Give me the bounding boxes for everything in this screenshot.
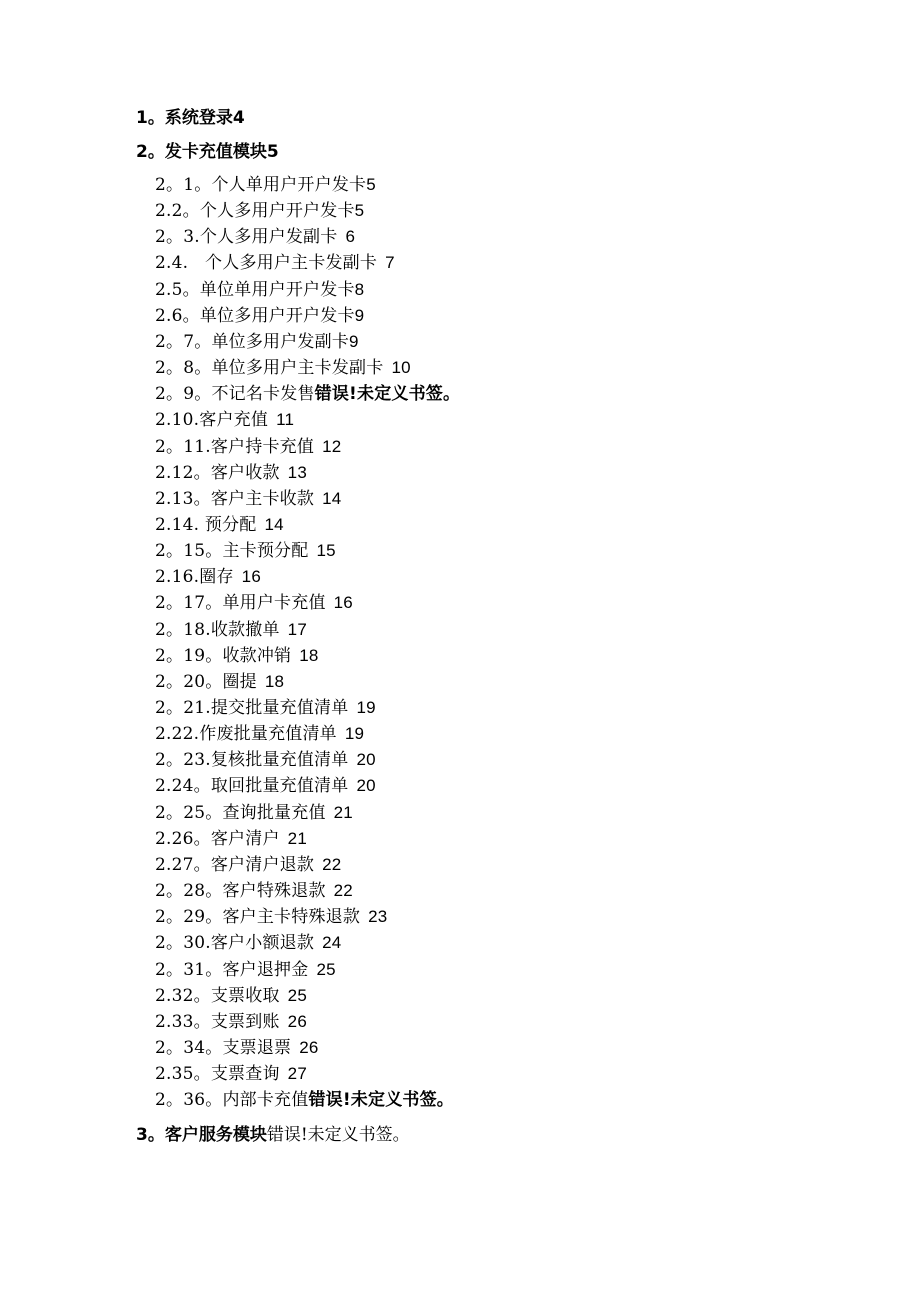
toc-entry[interactable] (155, 619, 307, 641)
toc-entry-number: 2。19。 (155, 645, 223, 666)
toc-entry-title: 单位单用户开户发卡 (199, 279, 355, 300)
toc-entry-title: 支票查询 (210, 1064, 280, 1085)
toc-entry-title: 客户充值 (199, 410, 269, 431)
toc-entry-number: 2。15。 (155, 541, 223, 562)
toc-entry[interactable] (155, 1089, 454, 1111)
toc-entry-page: 21 (333, 802, 353, 822)
toc-entry-title: 个人单用户开户发卡 (211, 175, 367, 195)
toc-entry-page: 15 (316, 541, 336, 561)
toc-entry-page: 5 (354, 201, 365, 221)
toc-entry-page: 17 (287, 619, 307, 639)
toc-entry-page: 21 (287, 828, 307, 848)
toc-entry[interactable] (155, 828, 307, 850)
toc-entry[interactable] (155, 488, 341, 510)
toc-entry-number: 2.14. (155, 515, 200, 535)
toc-entry-title: 支票收取 (210, 985, 280, 1006)
toc-entry-number: 2.27。 (155, 854, 211, 875)
toc-entry[interactable] (155, 174, 376, 196)
toc-entry-number: 2。21. (155, 698, 211, 718)
toc-entry-title: 预分配 (199, 515, 257, 535)
toc-entry-number: 2.4. (155, 253, 189, 274)
toc-entry-title: 单位多用户开户发卡 (199, 305, 355, 326)
toc-entry-error: 错误!未定义书签。 (314, 384, 461, 405)
toc-entry-title: 作废批量充值清单 (199, 724, 337, 745)
toc-heading-2-text: 2。发卡充值模块5 (136, 142, 279, 162)
toc-entry-title: 客户清户 (210, 828, 280, 849)
toc-entry-page: 14 (264, 515, 284, 534)
toc-entry-page: 26 (299, 1037, 319, 1057)
toc-entry-page: 9 (354, 305, 365, 325)
toc-entry[interactable] (155, 932, 341, 954)
toc-entry-page: 23 (368, 907, 388, 927)
toc-entry[interactable] (155, 540, 336, 562)
toc-entry-number: 2.16. (155, 567, 200, 588)
toc-entry-title: 客户持卡充值 (210, 436, 315, 457)
toc-entry-title: 客户主卡收款 (210, 488, 315, 509)
toc-entry-number: 2。3. (155, 227, 200, 248)
toc-heading-3 (136, 1124, 410, 1146)
toc-entry-page: 20 (356, 776, 376, 796)
toc-entry-page: 9 (349, 331, 359, 351)
toc-entry-page: 18 (264, 671, 285, 691)
toc-entry-number: 2。30. (155, 933, 211, 954)
toc-entry[interactable] (155, 226, 355, 248)
toc-entry[interactable] (155, 200, 364, 222)
toc-entry[interactable] (155, 749, 376, 771)
toc-entry[interactable] (155, 645, 319, 667)
toc-entry-title: 客户特殊退款 (222, 881, 326, 901)
toc-entry-page: 6 (345, 227, 356, 247)
toc-entry-title: 查询批量充值 (222, 802, 326, 823)
toc-entry-title: 单位多用户发副卡 (211, 331, 350, 352)
toc-entry[interactable] (155, 1063, 307, 1085)
toc-entry[interactable] (155, 331, 359, 353)
toc-entry[interactable] (155, 697, 376, 719)
toc-entry-number: 2。29。 (155, 907, 223, 928)
toc-entry-number: 2.13。 (155, 488, 211, 509)
toc-entry-page: 18 (299, 645, 319, 665)
toc-entry[interactable] (155, 305, 364, 327)
toc-entry-page: 20 (356, 750, 376, 770)
toc-entry[interactable] (155, 775, 376, 797)
toc-entry[interactable] (155, 1037, 319, 1059)
toc-entry-number: 2。7。 (155, 331, 212, 352)
toc-entry-title: 复核批量充值清单 (210, 750, 349, 771)
toc-entry-title: 圈提 (222, 671, 257, 692)
toc-entry-number: 2。8。 (155, 358, 212, 378)
toc-entry-number: 2.22. (155, 724, 200, 745)
toc-entry-title: 内部卡充值 (222, 1090, 309, 1111)
toc-entry-number: 2。9。 (155, 384, 212, 405)
toc-entry-title: 主卡预分配 (222, 541, 309, 562)
toc-entry-page: 25 (287, 985, 307, 1005)
toc-entry[interactable] (155, 985, 307, 1007)
toc-entry-number: 2。36。 (155, 1090, 223, 1111)
toc-entry-title: 收款冲销 (222, 645, 292, 666)
toc-entry-number: 2。18. (155, 619, 211, 640)
toc-entry-number: 2.35。 (155, 1064, 211, 1085)
toc-entry-page: 14 (322, 488, 342, 508)
toc-entry-title: 客户退押金 (222, 959, 309, 980)
toc-entry[interactable] (155, 1011, 307, 1033)
toc-entry-page: 22 (333, 881, 353, 900)
toc-entry-page: 22 (322, 854, 342, 874)
toc-entry[interactable] (155, 880, 353, 902)
toc-entry-page: 12 (322, 436, 342, 456)
toc-entry-page: 7 (385, 253, 395, 273)
toc-entry-title: 支票退票 (222, 1037, 292, 1058)
toc-entry-number: 2。17。 (155, 593, 223, 614)
toc-entry[interactable] (155, 802, 353, 824)
toc-entry[interactable] (155, 383, 460, 405)
toc-entry-title: 圈存 (199, 567, 234, 588)
toc-entry-title: 个人多用户发副卡 (199, 227, 338, 248)
toc-entry-page: 10 (391, 358, 411, 377)
toc-entry-number: 2。28。 (155, 881, 223, 901)
toc-entry[interactable] (155, 592, 353, 614)
toc-entry-number: 2。20。 (155, 671, 223, 692)
toc-heading-2 (136, 141, 279, 163)
toc-entry-number: 2.24。 (155, 776, 211, 797)
toc-entry[interactable] (155, 279, 364, 301)
toc-entry[interactable] (155, 671, 284, 693)
toc-entry[interactable] (155, 959, 336, 981)
toc-entry-number: 2。34。 (155, 1037, 223, 1058)
toc-heading-1 (136, 107, 245, 129)
toc-entry-title: 客户小额退款 (210, 933, 315, 954)
toc-entry-number: 2.33。 (155, 1011, 211, 1032)
toc-entry-page: 19 (344, 724, 365, 744)
toc-entry[interactable] (155, 566, 261, 588)
toc-entry-title: 单用户卡充值 (222, 593, 326, 614)
toc-entry[interactable] (155, 357, 411, 379)
toc-entry-page: 13 (287, 462, 307, 482)
toc-entry[interactable] (155, 514, 284, 536)
toc-entry[interactable] (155, 409, 294, 431)
toc-heading-3-error: 错误!未定义书签。 (266, 1125, 410, 1145)
toc-entry[interactable] (155, 462, 307, 484)
toc-entry-page: 27 (287, 1064, 307, 1084)
toc-entry-page: 25 (316, 959, 336, 979)
toc-entry-title: 客户主卡特殊退款 (222, 907, 361, 928)
toc-entry-title: 客户清户退款 (210, 854, 315, 875)
toc-entry-page: 8 (354, 279, 365, 299)
toc-entry-title: 客户收款 (210, 462, 280, 483)
toc-entry-number: 2。25。 (155, 802, 223, 823)
toc-entry[interactable] (155, 252, 395, 274)
toc-entry-page: 24 (322, 933, 342, 953)
toc-entry-page: 5 (366, 175, 376, 194)
toc-entry[interactable] (155, 723, 364, 745)
toc-entry-page: 19 (356, 698, 376, 717)
toc-entry-page: 11 (276, 410, 295, 430)
toc-entry-number: 2.26。 (155, 828, 211, 849)
toc-entry-number: 2。23. (155, 750, 211, 771)
toc-entry-page: 16 (241, 567, 261, 587)
toc-entry-title: 取回批量充值清单 (210, 776, 349, 797)
toc-entry-number: 2.6。 (155, 305, 200, 326)
toc-entry-title: 不记名卡发售 (211, 384, 315, 405)
toc-entry-page: 16 (333, 593, 353, 613)
toc-entry-page: 26 (287, 1011, 307, 1031)
toc-entry[interactable] (155, 436, 341, 458)
toc-entry-number: 2.32。 (155, 985, 211, 1006)
toc-entry-title: 单位多用户主卡发副卡 (211, 358, 384, 378)
toc-heading-3-text: 3。客户服务模块 (136, 1125, 267, 1145)
toc-entry[interactable] (155, 906, 387, 928)
toc-entry-error: 错误!未定义书签。 (308, 1090, 455, 1111)
toc-entry-number: 2。31。 (155, 959, 223, 980)
toc-entry-number: 2.5。 (155, 279, 200, 300)
toc-entry-title: 个人多用户主卡发副卡 (188, 253, 378, 274)
toc-entry[interactable] (155, 854, 341, 876)
toc-entry-title: 支票到账 (210, 1011, 280, 1032)
toc-entry-number: 2.12。 (155, 462, 211, 483)
toc-entry-title: 个人多用户开户发卡 (199, 201, 355, 222)
toc-entry-number: 2。11. (155, 436, 211, 457)
toc-entry-number: 2。1。 (155, 175, 212, 195)
toc-entry-title: 提交批量充值清单 (210, 698, 349, 718)
toc-heading-1-text: 1。系统登录4 (136, 108, 245, 128)
toc-entry-title: 收款撤单 (210, 619, 280, 640)
toc-entry-number: 2.2。 (155, 201, 200, 222)
toc-entry-number: 2.10. (155, 410, 200, 431)
